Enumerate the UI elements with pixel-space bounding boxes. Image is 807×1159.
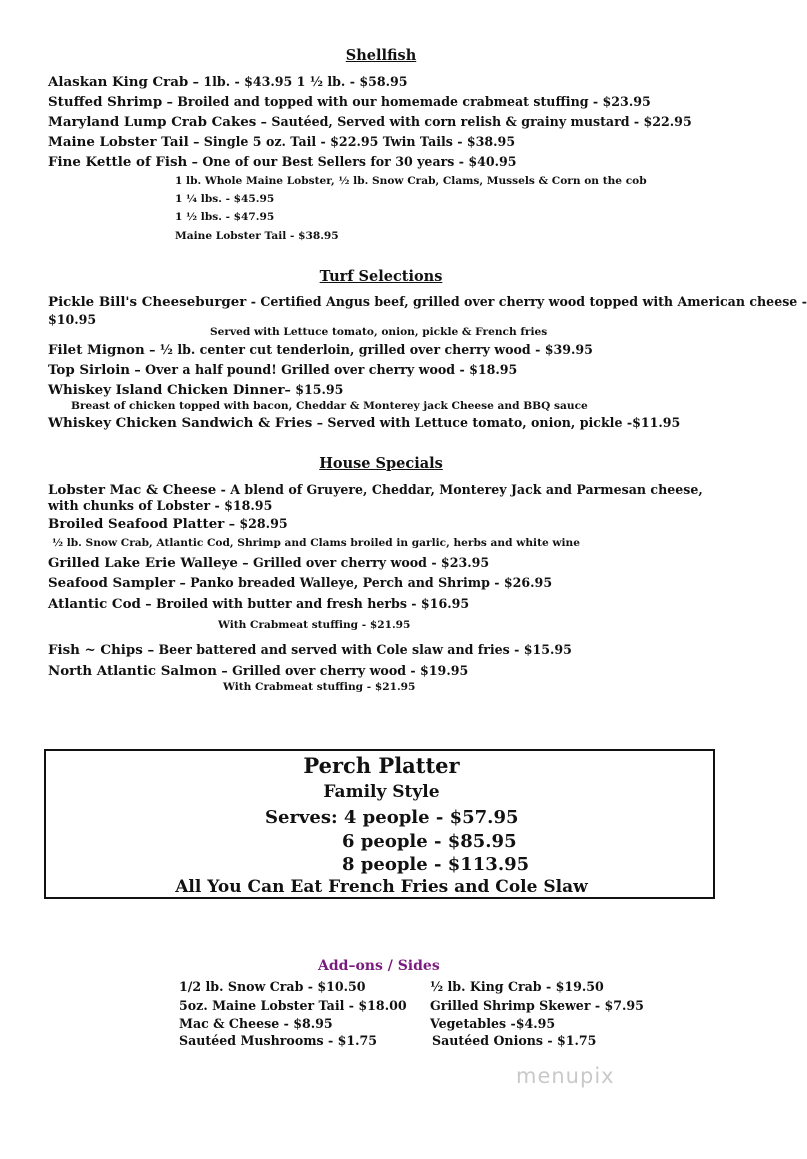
perch-subtitle: Family Style xyxy=(323,782,440,802)
item-price: $10.95 xyxy=(48,312,97,327)
menu-item xyxy=(48,663,468,679)
addon-item: Sautéed Mushrooms - $1.75 xyxy=(179,1033,378,1048)
item-desc: Beer battered and served with Cole slaw and fries - $15.95 xyxy=(154,642,572,657)
item-desc: – Panko breaded Walleye, Perch and Shrimp - $26.95 xyxy=(175,575,553,590)
addon-item: Vegetables -$4.95 xyxy=(430,1016,556,1031)
perch-footer: All You Can Eat French Fries and Cole Slaw xyxy=(175,877,588,897)
addon-item: 5oz. Maine Lobster Tail - $18.00 xyxy=(179,998,407,1013)
item-name: Top Sirloin xyxy=(48,362,131,378)
addon-item: Mac & Cheese - $8.95 xyxy=(179,1016,333,1031)
watermark: menupix xyxy=(516,1064,615,1088)
item-detail: 1 lb. Whole Maine Lobster, ½ lb. Snow Crab, Clams, Mussels & Corn on the cob xyxy=(175,175,647,187)
item-note: ½ lb. Snow Crab, Atlantic Cod, Shrimp and Clams broiled in garlic, herbs and white wine xyxy=(52,537,580,549)
addon-item: Sautéed Onions - $1.75 xyxy=(432,1033,597,1048)
item-desc: – Grilled over cherry wood - $19.95 xyxy=(217,663,469,678)
menu-item xyxy=(48,555,489,571)
item-name: Alaskan King Crab xyxy=(48,74,189,90)
item-desc: – Single 5 oz. Tail - $22.95 Twin Tails - $38.95 xyxy=(188,134,516,149)
item-desc: – Sautéed, Served with corn relish & grainy mustard - $22.95 xyxy=(256,114,692,129)
menu-item xyxy=(48,382,343,398)
item-name: Maryland Lump Crab Cakes xyxy=(48,114,257,130)
perch-serves-6: 6 people - $85.95 xyxy=(342,831,517,852)
item-desc: – $15.95 xyxy=(284,382,344,397)
menu-item xyxy=(48,642,572,658)
item-desc: – Broiled with butter and fresh herbs - $16.95 xyxy=(140,596,470,611)
item-desc: – Grilled over cherry wood - $23.95 xyxy=(237,555,490,570)
item-desc: – ½ lb. center cut tenderloin, grilled over cherry wood - $39.95 xyxy=(144,342,593,357)
item-name: Fish ~ Chips – xyxy=(48,642,155,658)
section-title-shellfish: Shellfish xyxy=(345,47,417,64)
item-desc: – Broiled and topped with our homemade crabmeat stuffing - $23.95 xyxy=(162,94,651,109)
menu-item xyxy=(48,516,288,532)
menu-item xyxy=(48,114,692,130)
perch-title: Perch Platter xyxy=(303,753,460,778)
item-note: With Crabmeat stuffing - $21.95 xyxy=(223,681,416,693)
item-desc: – Over a half pound! Grilled over cherry wood - $18.95 xyxy=(130,362,518,377)
menu-item xyxy=(48,482,703,498)
menu-item xyxy=(48,575,552,591)
item-name: Seafood Sampler xyxy=(48,575,176,591)
perch-serves-4: Serves: 4 people - $57.95 xyxy=(265,807,519,828)
addon-item: ½ lb. King Crab - $19.50 xyxy=(430,979,604,994)
menu-item xyxy=(48,415,680,431)
item-desc: - A blend of Gruyere, Cheddar, Monterey Jack and Parmesan cheese, xyxy=(216,482,703,497)
item-desc: - Certified Angus beef, grilled over cherry wood topped with American cheese - xyxy=(246,294,807,309)
menu-item xyxy=(48,362,517,378)
menu-item xyxy=(48,294,807,310)
item-detail: 1 ½ lbs. - $47.95 xyxy=(175,211,275,223)
item-name: Fine Kettle of Fish xyxy=(48,154,188,170)
perch-platter-box xyxy=(44,749,715,899)
addon-item: 1/2 lb. Snow Crab - $10.50 xyxy=(179,979,366,994)
menu-item xyxy=(48,94,651,110)
item-name: North Atlantic Salmon xyxy=(48,663,218,679)
item-desc: – $28.95 xyxy=(224,516,288,531)
section-title-house: House Specials xyxy=(319,455,443,472)
item-detail: 1 ¼ lbs. - $45.95 xyxy=(175,193,275,205)
menu-item xyxy=(48,342,593,358)
item-name: Filet Mignon xyxy=(48,342,145,358)
item-detail: Maine Lobster Tail - $38.95 xyxy=(175,230,339,242)
item-name: Pickle Bill's Cheeseburger xyxy=(48,294,247,310)
item-name: Broiled Seafood Platter xyxy=(48,516,225,532)
item-name: Lobster Mac & Cheese xyxy=(48,482,217,498)
item-name: Stuffed Shrimp xyxy=(48,94,163,110)
menu-item xyxy=(48,154,517,170)
perch-serves-8: 8 people - $113.95 xyxy=(342,854,530,875)
item-note: Served with Lettuce tomato, onion, pickle & French fries xyxy=(210,326,548,338)
item-desc: – One of our Best Sellers for 30 years - $40.95 xyxy=(187,154,517,169)
menu-item xyxy=(48,596,469,612)
item-name: Atlantic Cod xyxy=(48,596,141,612)
item-name: Whiskey Chicken Sandwich & Fries xyxy=(48,415,313,431)
menu-item xyxy=(48,74,408,90)
addons-title: Add–ons / Sides xyxy=(318,958,440,974)
item-desc-cont: with chunks of Lobster - $18.95 xyxy=(48,498,273,513)
item-desc: – Served with Lettuce tomato, onion, pickle -$11.95 xyxy=(312,415,681,430)
item-name: Whiskey Island Chicken Dinner xyxy=(48,382,285,398)
item-note: Breast of chicken topped with bacon, Cheddar & Monterey jack Cheese and BBQ sauce xyxy=(71,400,588,412)
item-desc: – 1lb. - $43.95 1 ½ lb. - $58.95 xyxy=(188,74,408,89)
addon-item: Grilled Shrimp Skewer - $7.95 xyxy=(430,998,644,1013)
item-name: Grilled Lake Erie Walleye xyxy=(48,555,238,571)
item-note: With Crabmeat stuffing - $21.95 xyxy=(218,619,411,631)
item-name: Maine Lobster Tail xyxy=(48,134,189,150)
menu-item xyxy=(48,134,515,150)
section-title-turf: Turf Selections xyxy=(319,268,443,285)
